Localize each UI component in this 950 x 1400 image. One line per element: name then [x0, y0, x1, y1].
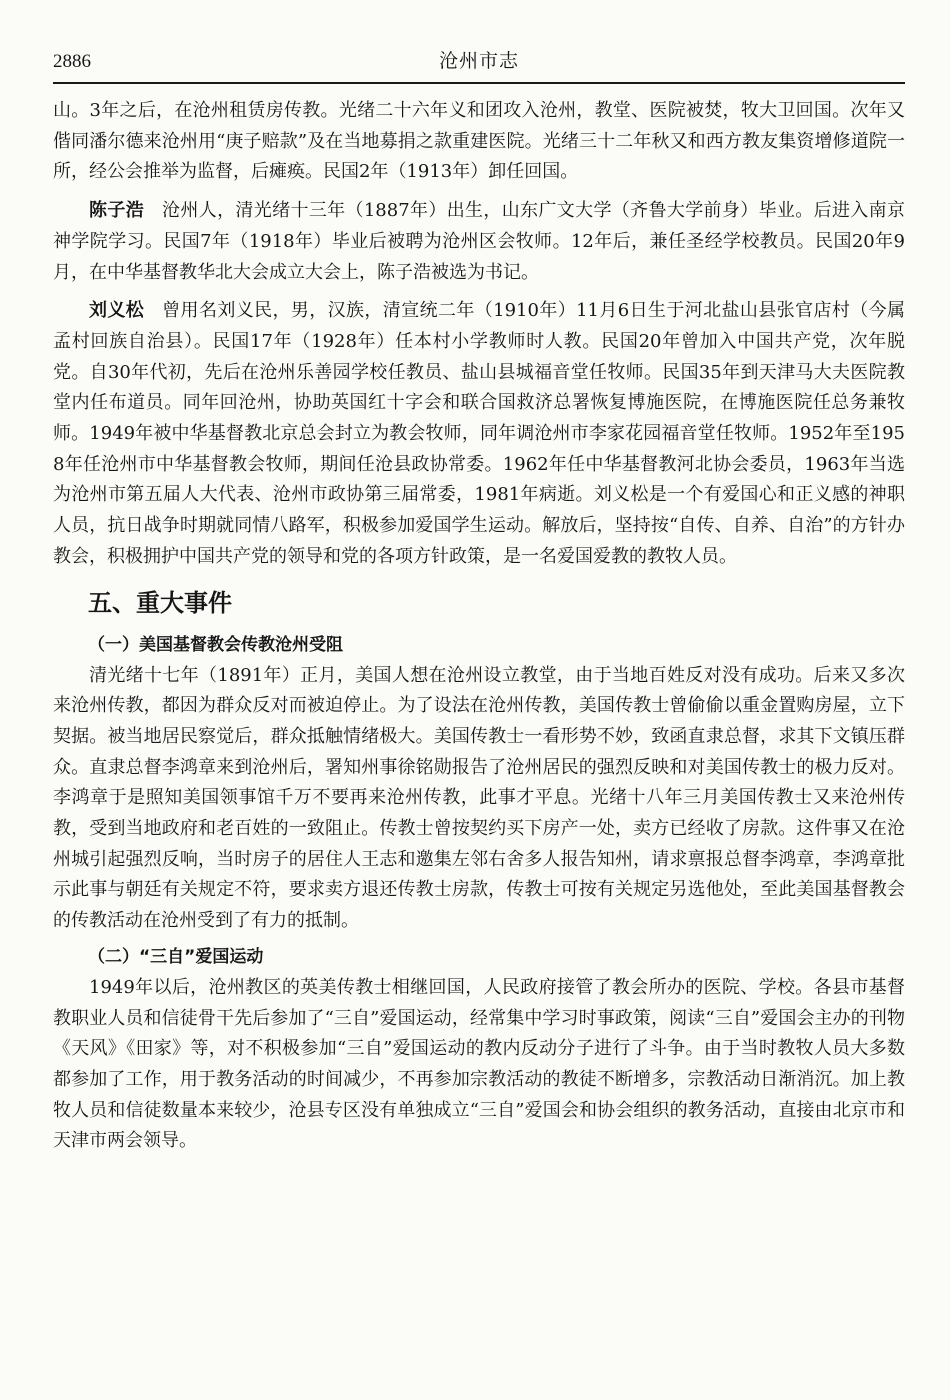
bio-name: 刘义松 — [89, 300, 145, 322]
bio-entry — [53, 196, 905, 288]
section-heading: 五、重大事件 — [88, 588, 232, 617]
bio-text: 沧州人，清光绪十三年（1887年）出生，山东广文大学（齐鲁大学前身）毕业。后进入南京神学院学习。民国7年（1918年）毕业后被聘为沧州区会牧师。12年后，兼任圣经学校教员。民国20年9月，在中华基督教华北大会成立大会上，陈子浩被选为书记。 — [53, 200, 906, 283]
running-title: 沧州市志 — [438, 50, 519, 72]
subsection-heading: （二）“三自”爱国运动 — [88, 946, 264, 967]
bio-entry — [53, 296, 905, 572]
page-number: 2886 — [53, 51, 91, 72]
page-header — [53, 42, 905, 84]
page-body — [53, 96, 905, 1157]
bio-text: 曾用名刘义民，男，汉族，清宣统二年（1910年）11月6日生于河北盐山县张官店村（今属孟村回族自治县）。民国17年（1928年）任本村小学教师时人教。民国20年曾加入中国共产党，次年脱党。自30年代初，先后在沧州乐善园学校任教员、盐山县城福音堂任牧师。民国35年到天津马大夫医院教堂内任布道员。同年回沧州，协助英国红十字会和联合国救济总署恢复博施医院，在博施医院任总务兼牧师。1949年被中华基督教北京总会封立为教会牧师，同年调沧州市李家花园福音堂任牧师。1952年至1958年任沧州市中华基督教会牧师，期间任沧县政协常委。1962年任中华基督教河北协会委员，1963年当选为沧州市第五届人大代表、沧州市政协第三届常委，1981年病逝。刘义松是一个有爱国心和正义感的神职人员，抗日战争时期就同情八路军，积极参加爱国学生运动。解放后，坚持按“自传、自养、自治”的方针办教会，积极拥护中国共产党的领导和党的各项方针政策，是一名爱国爱教的教牧人员。 — [53, 300, 906, 567]
continuation-paragraph: 山。3年之后，在沧州租赁房传教。光绪二十六年义和团攻入沧州，教堂、医院被焚，牧大卫回国。次年又偕同潘尔德来沧州用“庚子赔款”及在当地募捐之款重建医院。光绪三十二年秋又和西方教友集资增修道院一所，经公会推举为监督，后瘫痪。民国2年（1913年）卸任回国。 — [53, 100, 905, 183]
subsection-paragraph: 清光绪十七年（1891年）正月，美国人想在沧州设立教堂，由于当地百姓反对没有成功。后来又多次来沧州传教，都因为群众反对而被迫停止。为了设法在沧州传教，美国传教士曾偷偷以重金置购房屋，立下契据。被当地居民察觉后，群众抵触情绪极大。美国传教士一看形势不妙，致函直隶总督，求其下文镇压群众。直隶总督李鸿章来到沧州后，署知州事徐铭勋报告了沧州居民的强烈反映和对美国传教士的极力反对。李鸿章于是照知美国领事馆千万不要再来沧州传教，此事才平息。光绪十八年三月美国传教士又来沧州传教，受到当地政府和老百姓的一致阻止。传教士曾按契约买下房产一处，卖方已经收了房款。这件事又在沧州城引起强烈反响，当时房子的居住人王志和邀集左邻右舍多人报告知州，请求禀报总督李鸿章，李鸿章批示此事与朝廷有关规定不符，要求卖方退还传教士房款，传教士可按有关规定另选他处，至此美国基督教会的传教活动在沧州受到了有力的抵制。 — [53, 664, 905, 932]
subsection-paragraph: 1949年以后，沧州教区的英美传教士相继回国，人民政府接管了教会所办的医院、学校。各县市基督教职业人员和信徒骨干先后参加了“三自”爱国运动，经常集中学习时事政策，阅读“三自”爱国会主办的刊物《天风》《田家》等，对不积极参加“三自”爱国运动的教内反动分子进行了斗争。由于当时教牧人员大多数都参加了工作，用于教务活动的时间减少，不再参加宗教活动的教徒不断增多，宗教活动日渐消沉。加上教牧人员和信徒数量本来较少，沧县专区没有单独成立“三自”爱国会和协会组织的教务活动，直接由北京市和天津市两会领导。 — [53, 976, 905, 1152]
bio-name: 陈子浩 — [89, 200, 145, 222]
subsection-heading: （一）美国基督教会传教沧州受阻 — [88, 634, 343, 655]
